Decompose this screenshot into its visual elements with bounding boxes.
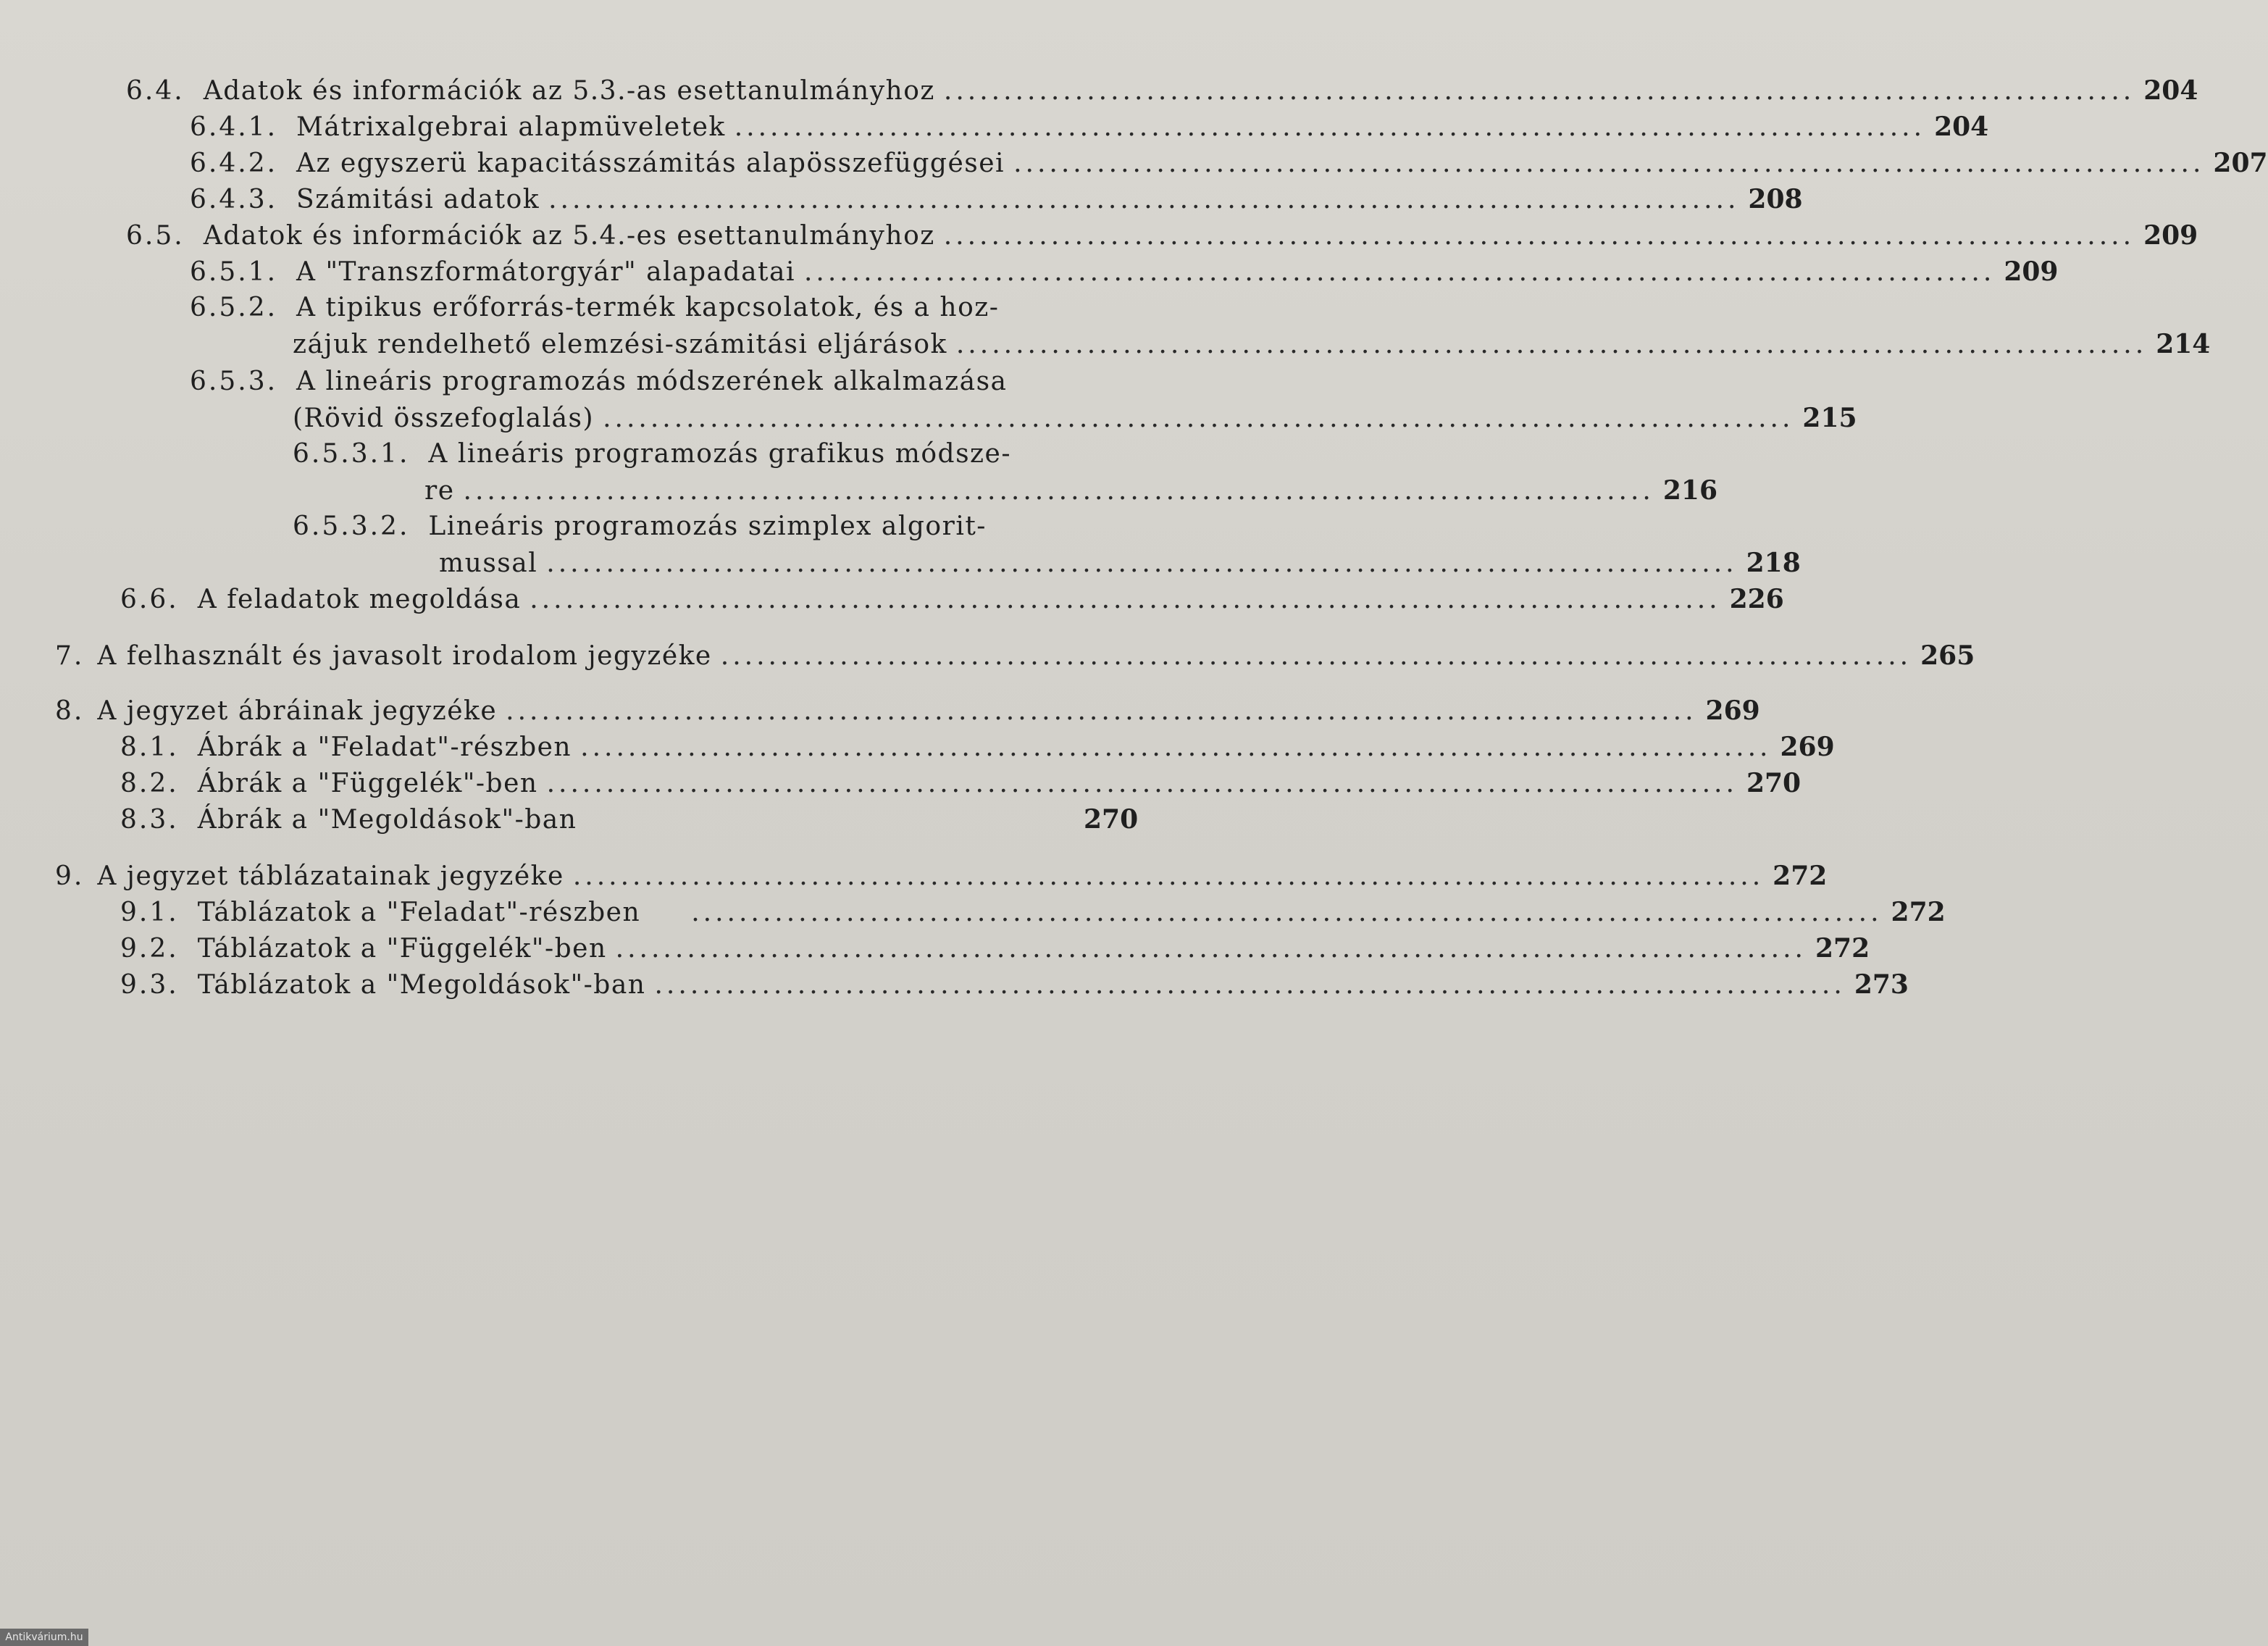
toc-entry-title: A lineáris programozás módszerének alkalmazása [296,367,1008,396]
toc-entry-page: 208 [1748,184,1803,214]
toc-entry-page: 226 [1729,584,1784,614]
toc-entry [190,364,1133,400]
toc-entry-continuation [439,545,1801,582]
toc-entry-number: 6.4.3. [190,185,278,214]
toc-entry [190,181,1803,218]
leader-dots: .................................................................................................... [572,861,1765,891]
toc-entry-number: 6.5. [126,221,185,251]
toc-entry [190,290,1133,326]
leader-dots: .................................................................................................... [548,185,1740,214]
toc-entry-continuation [293,400,1857,437]
watermark-label: Antikvárium.hu [0,1629,88,1646]
leader-dots: .................................................................................................... [654,970,1846,1000]
toc-entry-number: 9.2. [120,934,179,964]
toc-entry-number: 8.2. [120,769,179,798]
leader-dots: .................................................................................................... [580,732,1772,762]
toc-entry-number: 6.5.3.2. [293,511,410,541]
toc-entry-number: 6.4. [126,76,185,106]
toc-entry [190,109,1989,146]
toc-entry-number: 9.3. [120,970,179,1000]
leader-dots: .................................................................................................... [734,112,1926,142]
toc-entry-page: 218 [1746,548,1801,578]
toc-entry-page: 207 [2213,148,2268,178]
toc-entry-title: re [424,476,455,506]
toc-entry-page: 265 [1920,640,1975,671]
toc-entry-page: 270 [1746,768,1802,798]
toc-entry-title: A "Transzformátorgyár" alapadatai [296,257,795,287]
toc-entry-page: 272 [1773,861,1828,891]
toc-entry-title: Táblázatok a "Megoldások"-ban [197,970,646,1000]
leader-dots: .................................................................................................... [546,548,1738,578]
toc-entry-title: A feladatok megoldása [197,585,522,614]
leader-dots: .................................................................................................... [1013,149,2205,178]
toc-entry [120,930,1870,967]
toc-entry-title: mussal [439,548,538,578]
toc-entry-title: Mátrixalgebrai alapmüveletek [296,112,726,142]
toc-entry-page: 270 [1084,804,1139,835]
toc-entry-title: Lineáris programozás szimplex algorit- [428,511,987,541]
toc-entry-number: 6.4.1. [190,112,278,142]
toc-entry-title: Táblázatok a "Feladat"-részben [197,898,641,927]
toc-entry-number: 9.1. [120,898,179,927]
toc-entry-page: 215 [1802,403,1857,433]
toc-entry-title: Ábrák a "Feladat"-részben [197,732,572,762]
toc-entry [293,509,1133,545]
toc-entry [120,801,1137,838]
leader-dots: .................................................................................................... [530,585,1721,614]
toc-entry-title: Adatok és információk az 5.4.-es esettanulmányhoz [203,221,935,251]
leader-dots: .................................................................................................... [603,404,1794,433]
toc-entry-number: 6.5.1. [190,257,278,287]
toc-entry [120,581,1784,618]
toc-entry-page: 269 [1705,695,1760,726]
toc-entry-continuation [424,472,1718,509]
toc-entry-title: Ábrák a "Függelék"-ben [197,769,538,798]
toc-entry-page: 204 [1934,112,1989,142]
toc-entry-continuation [293,326,2211,363]
toc-entry-page: 272 [1815,933,1870,964]
toc-entry-page: 216 [1662,475,1718,506]
leader-dots: .................................................................................................... [955,330,2148,359]
toc-entry-number: 9. [55,861,85,891]
toc-entry-number: 6.5.3.1. [293,439,410,469]
toc-entry-title: A lineáris programozás grafikus módsze- [428,439,1011,469]
toc-entry-title: zájuk rendelhető elemzési-számitási eljárások [293,330,947,359]
toc-entry-number: 8.1. [120,732,179,762]
toc-entry [55,638,1975,674]
toc-entry [126,217,2198,254]
leader-dots: .................................................................................................... [803,257,1996,287]
toc-entry-page: 269 [1780,732,1835,762]
toc-entry-title: A jegyzet táblázatainak jegyzéke [97,861,564,891]
leader-dots: .................................................................................................... [506,696,1697,726]
toc-entry-title: A tipikus erőforrás-termék kapcsolatok, és a hoz- [296,293,1000,322]
toc-entry [55,693,1760,730]
leader-dots: .................................................................................................... [463,476,1654,506]
toc-entry [120,966,1909,1003]
toc-entry-page: 273 [1854,969,1909,1000]
toc-entry [293,436,1133,472]
toc-entry-number: 8. [55,696,85,726]
toc-entry-page: 272 [1891,897,1946,927]
toc-entry [126,72,2198,109]
leader-dots: .................................................................................................... [546,769,1738,798]
toc-entry [120,729,1835,766]
toc-entry [120,765,1802,802]
leader-dots: .................................................................................................... [615,934,1807,964]
toc-entry-number: 6.5.2. [190,293,278,322]
toc-entry-title: A jegyzet ábráinak jegyzéke [97,696,498,726]
toc-entry-title: Ábrák a "Megoldások"-ban [197,805,577,835]
toc-entry-title: Számitási adatok [296,185,540,214]
leader-dots: .................................................................................................... [943,76,2135,106]
toc-entry-number: 6.4.2. [190,149,278,178]
toc-entry-number: 6.6. [120,585,179,614]
toc-entry-page: 204 [2143,75,2198,106]
leader-dots: .................................................................................................... [720,641,1912,671]
toc-entry-page: 214 [2156,329,2211,359]
toc-entry-number: 6.5.3. [190,367,278,396]
toc-entry-number: 7. [55,641,85,671]
toc-entry-title: Az egyszerü kapacitásszámitás alapösszefüggései [296,149,1005,178]
leader-dots: .................................................................................................... [943,221,2135,251]
toc-entry [190,254,2059,291]
toc-entry-number: 8.3. [120,805,179,835]
toc-entry-title: Táblázatok a "Függelék"-ben [197,934,607,964]
toc-entry-title: A felhasznált és javasolt irodalom jegyzéke [97,641,712,671]
toc-entry [120,894,1946,931]
toc-entry [190,145,2268,182]
toc-entry-title: (Rövid összefoglalás) [293,404,595,433]
leader-dots: .................................................................................................... [691,898,1883,927]
toc-entry-page: 209 [2004,256,2059,287]
toc-entry [55,858,1828,895]
toc-entry-title: Adatok és információk az 5.3.-as esettanulmányhoz [203,76,935,106]
toc-entry-page: 209 [2143,220,2198,251]
